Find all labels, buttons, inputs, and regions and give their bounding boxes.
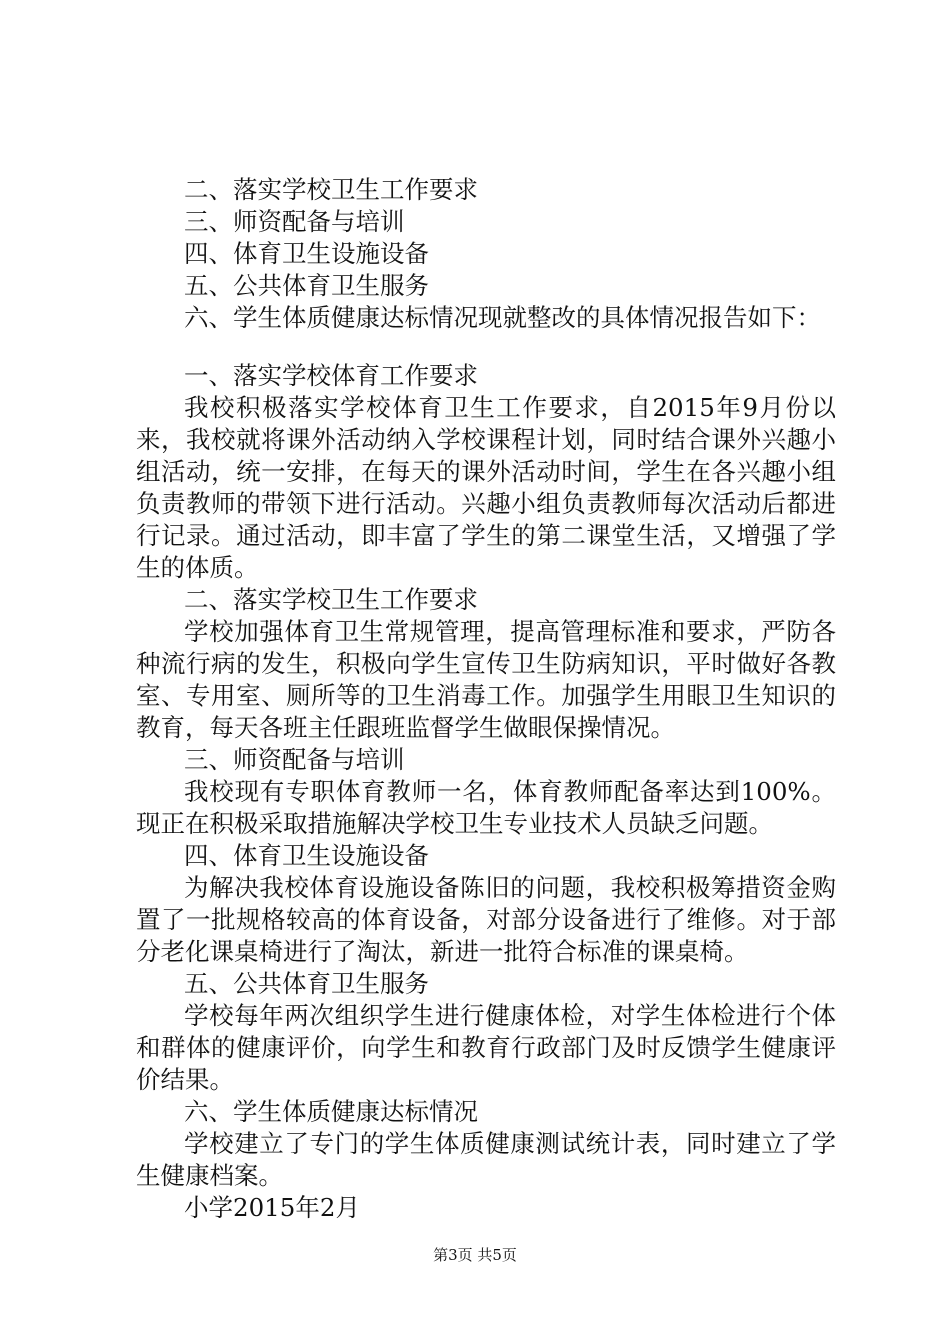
section-heading: 四、体育卫生设施设备 xyxy=(184,841,429,870)
outline-item: 四、体育卫生设施设备 xyxy=(184,239,429,268)
outline-list xyxy=(136,174,836,334)
section-paragraph: 学校每年两次组织学生进行健康体检，对学生体检进行个体和群体的健康评价，向学生和教育行政部门及时反馈学生健康评价结果。 xyxy=(136,1001,836,1094)
section-paragraph: 学校建立了专门的学生体质健康测试统计表，同时建立了学生健康档案。 xyxy=(136,1129,836,1190)
section-paragraph: 我校现有专职体育教师一名，体育教师配备率达到100%。现正在积极采取措施解决学校卫生专业技术人员缺乏问题。 xyxy=(136,777,836,838)
section-paragraph: 为解决我校体育设施设备陈旧的问题，我校积极筹措资金购置了一批规格较高的体育设备，对部分设备进行了维修。对于部分老化课桌椅进行了淘汰，新进一批符合标准的课桌椅。 xyxy=(136,873,836,966)
section-paragraph: 学校加强体育卫生常规管理，提高管理标准和要求，严防各种流行病的发生，积极向学生宣传卫生防病知识，平时做好各教室、专用室、厕所等的卫生消毒工作。加强学生用眼卫生知识的教育，每天各班主任跟班监督学生做眼保操情况。 xyxy=(136,617,836,742)
report-body xyxy=(136,360,836,1224)
section-paragraph: 我校积极落实学校体育卫生工作要求，自2015年9月份以来，我校就将课外活动纳入学校课程计划，同时结合课外兴趣小组活动，统一安排，在每天的课外活动时间，学生在各兴趣小组负责教师的带领下进行活动。兴趣小组负责教师每次活动后都进行记录。通过活动，即丰富了学生的第二课堂生活，又增强了学生的体质。 xyxy=(136,393,836,582)
section-heading: 一、落实学校体育工作要求 xyxy=(184,361,478,390)
outline-item: 二、落实学校卫生工作要求 xyxy=(184,175,478,204)
outline-item: 三、师资配备与培训 xyxy=(184,207,405,236)
section-heading: 三、师资配备与培训 xyxy=(184,745,405,774)
outline-item: 六、学生体质健康达标情况现就整改的具体情况报告如下： xyxy=(184,303,821,332)
section-heading: 二、落实学校卫生工作要求 xyxy=(184,585,478,614)
outline-item: 五、公共体育卫生服务 xyxy=(184,271,429,300)
page-footer: 第3页 共5页 xyxy=(433,1246,517,1264)
section-heading: 六、学生体质健康达标情况 xyxy=(184,1097,478,1126)
signature-date: 小学2015年2月 xyxy=(184,1193,360,1222)
section-heading: 五、公共体育卫生服务 xyxy=(184,969,429,998)
